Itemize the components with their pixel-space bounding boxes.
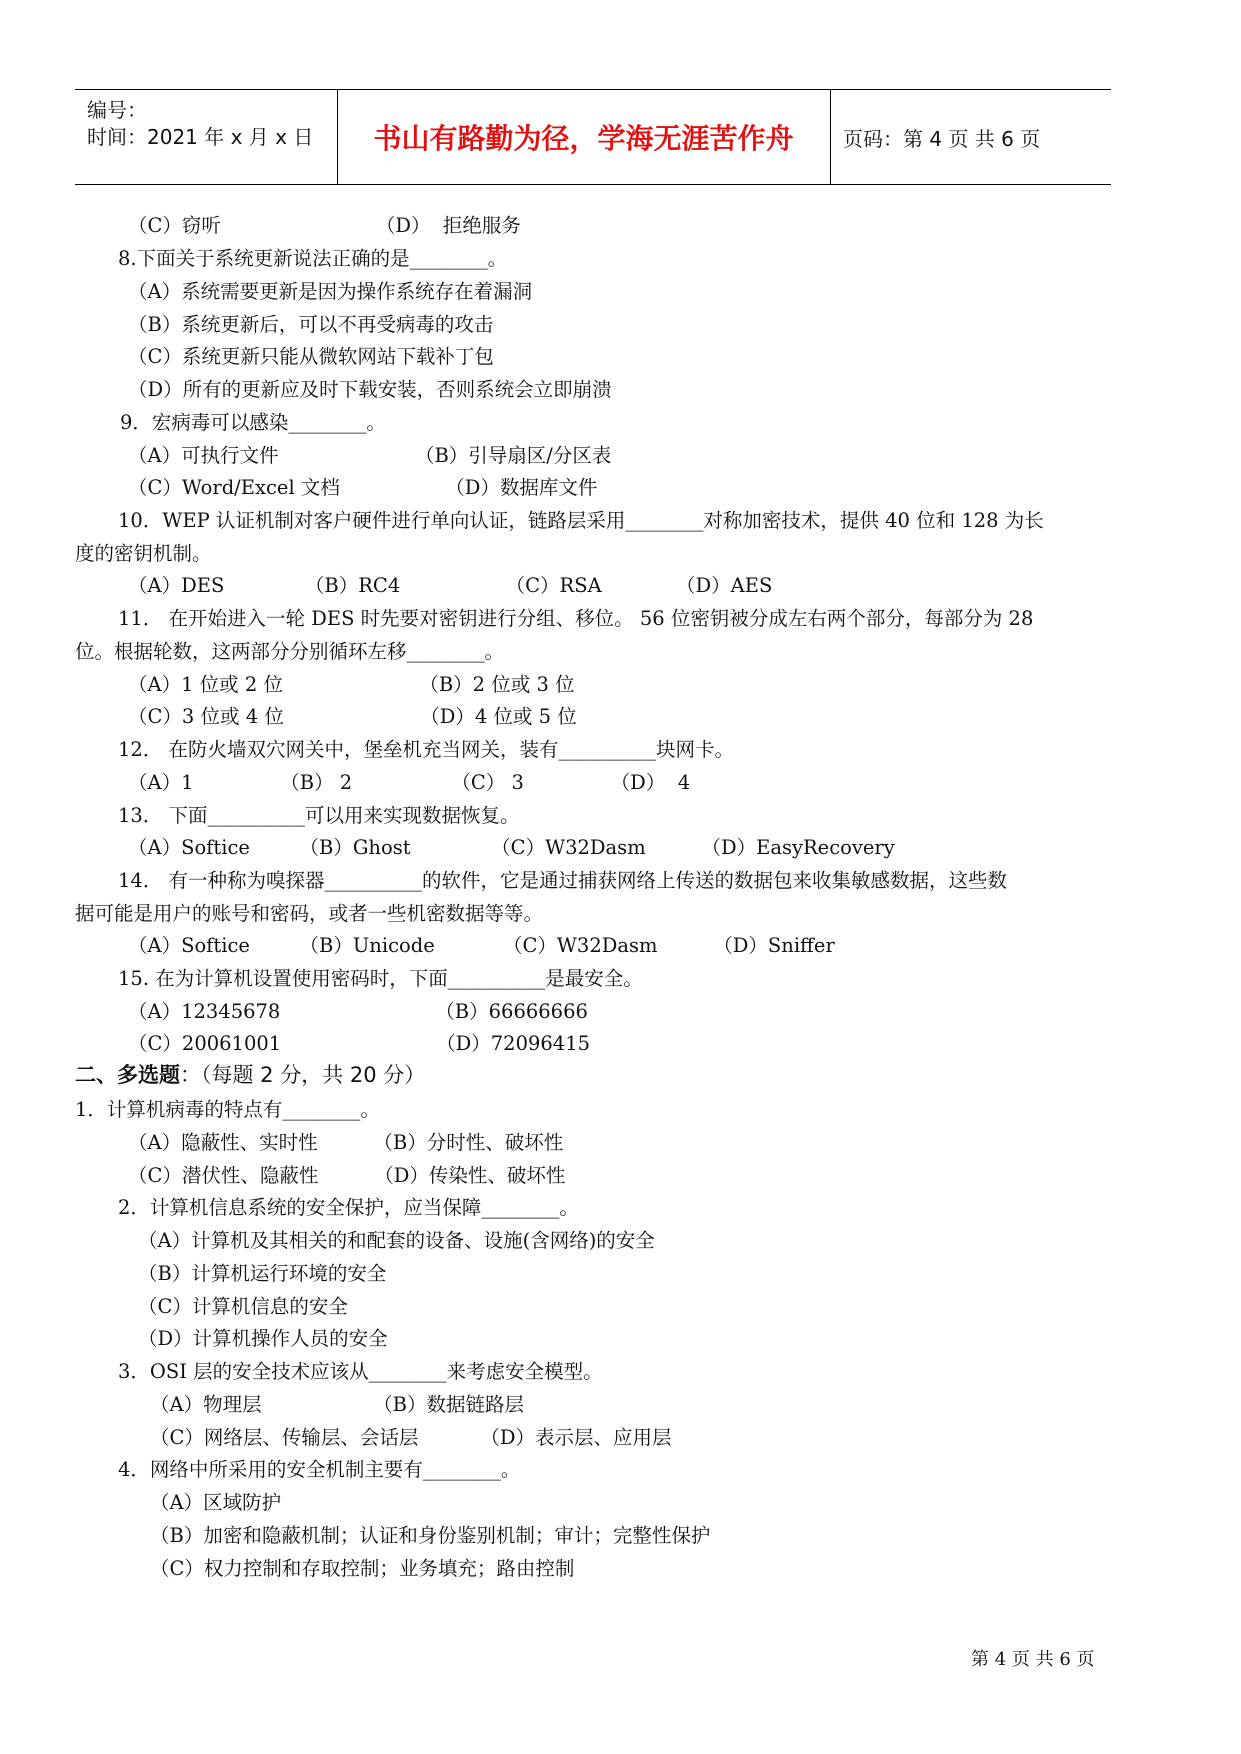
section-title-detail: ：（每题 2 分，共 20 分） [180, 1063, 426, 1087]
option-line: （C）3 位或 4 位 （D）4 位或 5 位 [128, 705, 577, 728]
question-10-cont: 度的密钥机制。 [75, 542, 212, 565]
question-8: 8.下面关于系统更新说法正确的是________。 [118, 247, 508, 270]
option-line: （A）1 位或 2 位 （B）2 位或 3 位 [128, 673, 575, 696]
page-header [75, 89, 1111, 185]
option-line: （A）可执行文件 （B）引导扇区/分区表 [128, 444, 612, 467]
option-line: （C）权力控制和存取控制；业务填充；路由控制 [150, 1557, 575, 1580]
document-time: 时间：2021 年 x 月 x 日 [87, 125, 314, 149]
option-line: （A）区域防护 [150, 1491, 282, 1514]
mc-question-4: 4．网络中所采用的安全机制主要有________。 [118, 1458, 521, 1481]
option-line: （C）20061001 （D）72096415 [128, 1032, 591, 1055]
page-footer: 第 4 页 共 6 页 [971, 1649, 1095, 1670]
question-12: 12． 在防火墙双穴网关中，堡垒机充当网关，装有__________块网卡。 [118, 738, 735, 761]
question-14-cont: 据可能是用户的账号和密码，或者一些机密数据等等。 [75, 902, 544, 925]
question-14: 14． 有一种称为嗅探器__________的软件，它是通过捕获网络上传送的数据包来收集敏感数据，这些数 [118, 869, 1008, 892]
question-15: 15. 在为计算机设置使用密码时，下面__________是最安全。 [118, 967, 643, 990]
option-line: （A）物理层 （B）数据链路层 [150, 1393, 524, 1416]
option-line: （C）窃听 （D） 拒绝服务 [128, 214, 521, 237]
question-10: 10．WEP 认证机制对客户硬件进行单向认证，链路层采用________对称加密技术，提供 40 位和 128 为长 [118, 509, 1044, 532]
option-line: （A）计算机及其相关的和配套的设备、设施(含网络)的安全 [138, 1229, 655, 1252]
option-line: （A）DES （B）RC4 （C）RSA （D）AES [128, 574, 773, 597]
header-motto: 书山有路勤为径，学海无涯苦作舟 [373, 122, 794, 155]
question-13: 13． 下面__________可以用来实现数据恢复。 [118, 804, 520, 827]
option-line: （A）Softice （B）Unicode （C）W32Dasm （D）Sniffer [128, 934, 835, 957]
mc-question-1: 1．计算机病毒的特点有________。 [75, 1098, 380, 1121]
question-11: 11． 在开始进入一轮 DES 时先要对密钥进行分组、移位。 56 位密钥被分成左右两个部分，每部分为 28 [118, 607, 1034, 630]
option-line: （A）Softice （B）Ghost （C）W32Dasm （D）EasyRecovery [128, 836, 895, 859]
document-number: 编号： [87, 98, 147, 122]
option-line: （D）计算机操作人员的安全 [138, 1327, 388, 1350]
mc-question-2: 2．计算机信息系统的安全保护，应当保障________。 [118, 1196, 579, 1219]
option-line: （A）系统需要更新是因为操作系统存在着漏洞 [128, 280, 533, 303]
option-line: （C）潜伏性、隐蔽性 （D）传染性、破坏性 [128, 1164, 566, 1187]
option-line: （D）所有的更新应及时下载安装，否则系统会立即崩溃 [128, 378, 612, 401]
option-line: （C）网络层、传输层、会话层 （D）表示层、应用层 [150, 1426, 672, 1449]
option-line: （B）计算机运行环境的安全 [138, 1262, 387, 1285]
option-line: （B）系统更新后，可以不再受病毒的攻击 [128, 313, 494, 336]
option-line: （C）系统更新只能从微软网站下载补丁包 [128, 345, 494, 368]
option-line: （A）12345678 （B）66666666 [128, 1000, 588, 1023]
header-divider [830, 90, 831, 184]
option-line: （A）隐蔽性、实时性 （B）分时性、破坏性 [128, 1131, 564, 1154]
mc-question-3: 3．OSI 层的安全技术应该从________来考虑安全模型。 [118, 1360, 603, 1383]
option-line: （A）1 （B） 2 （C） 3 （D） 4 [128, 771, 691, 794]
option-line: （B）加密和隐蔽机制；认证和身份鉴别机制；审计；完整性保护 [150, 1524, 711, 1547]
section-title-label: 二、多选题 [75, 1063, 180, 1087]
section-title [75, 1065, 425, 1086]
question-11-cont: 位。根据轮数，这两部分分别循环左移________。 [75, 640, 505, 663]
option-line: （C）Word/Excel 文档 （D）数据库文件 [128, 476, 598, 499]
question-9: 9．宏病毒可以感染________。 [120, 411, 386, 434]
header-page-number: 页码：第 4 页 共 6 页 [843, 127, 1041, 151]
option-line: （C）计算机信息的安全 [138, 1295, 348, 1318]
